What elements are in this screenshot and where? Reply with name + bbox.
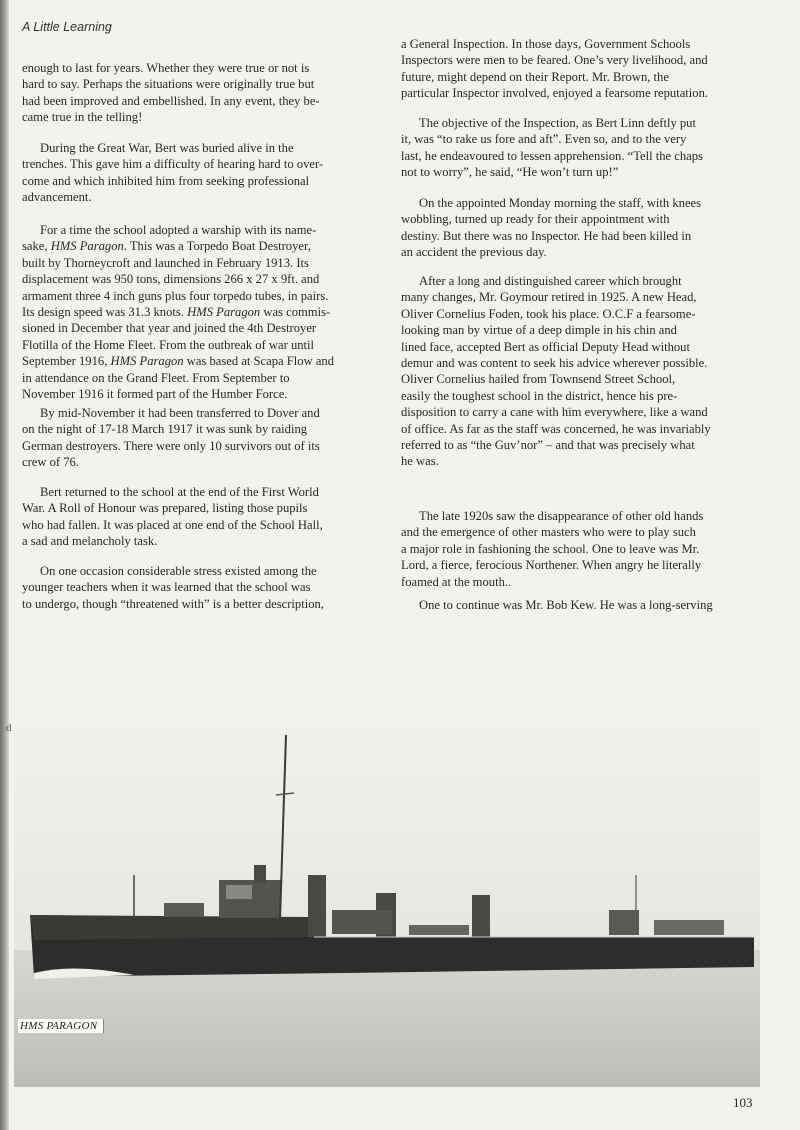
ship-name: HMS Paragon [50, 239, 124, 254]
paragraph [22, 60, 320, 126]
text-line: Lord, a fierce, ferocious Northener. When angry he literally [401, 558, 702, 573]
text-line: of office. As far as the staff was concerned, he was invariably [401, 421, 711, 436]
text-line: One to continue was Mr. Bob Kew. He was a long-serving [419, 598, 713, 612]
text-line: crew of 76. [22, 455, 79, 470]
text-line: enough to last for years. Whether they were true or not is [22, 61, 310, 75]
text-line: future, might depend on their Report. Mr. Brown, the [401, 69, 669, 84]
ship-photograph [14, 725, 760, 1087]
text-line: Inspectors were men to be feared. One’s very livelihood, and [401, 53, 708, 68]
text-line: a major role in fashioning the school. One to leave was Mr. [401, 541, 700, 556]
text-line: an accident the previous day. [401, 245, 547, 260]
text-line: last, he endeavoured to lessen apprehension. “Tell the chaps [401, 148, 703, 163]
photo-caption: HMS PARAGON [18, 1019, 104, 1033]
text-line: it, was “to rake us fore and aft”. Even so, and to the very [401, 132, 687, 147]
paragraph [22, 222, 334, 402]
text-line: Bert returned to the school at the end of the First World [40, 485, 319, 499]
text-line: lined face, accepted Bert as official Deputy Head without [401, 339, 690, 354]
paragraph [22, 563, 324, 612]
hms-paragon-photo [14, 725, 760, 1087]
text-line: younger teachers when it was learned that the school was [22, 580, 311, 595]
text-line: November 1916 it formed part of the Humber Force. [22, 387, 288, 402]
text-line: foamed at the mouth.. [401, 574, 512, 589]
text-line: hard to say. Perhaps the situations were originally true but [22, 77, 315, 92]
paragraph [401, 195, 701, 261]
text-line: During the Great War, Bert was buried alive in the [40, 141, 294, 155]
text-line: After a long and distinguished career which brought [419, 274, 682, 288]
text-line: to undergo, though “threatened with” is a better description, [22, 596, 324, 611]
text-line: many changes, Mr. Goymour retired in 1925. A new Head, [401, 290, 697, 305]
text-line: trenches. This gave him a difficulty of hearing hard to over- [22, 157, 324, 172]
text-line: wobbling, turned up ready for their appointment with [401, 212, 670, 227]
text-line: a General Inspection. In those days, Government Schools [401, 37, 691, 51]
paragraph [401, 36, 708, 102]
text-line: By mid-November it had been transferred to Dover and [40, 406, 320, 420]
text-line: had been improved and embellished. In any event, they be- [22, 93, 320, 108]
text-line: War. A Roll of Honour was prepared, listing those pupils [22, 501, 308, 516]
text-line: demur and was content to seek his advice wherever possible. [401, 356, 708, 371]
text-line: Oliver Cornelius Foden, took his place. O.C.F a fearsome- [401, 306, 696, 321]
text-line: sioned in December that year and joined the 4th Destroyer [22, 321, 317, 336]
running-title: A Little Learning [22, 20, 112, 34]
text-line: destiny. But there was no Inspector. He had been killed in [401, 228, 692, 243]
text-line: and the emergence of other masters who were to play such [401, 525, 696, 540]
text-line: Flotilla of the Home Fleet. From the outbreak of war until [22, 337, 315, 352]
text-line: Oliver Cornelius hailed from Townsend Street School, [401, 372, 676, 387]
text-line: disposition to carry a cane with him everywhere, like a wand [401, 405, 708, 420]
ship-name: HMS Paragon [110, 354, 184, 369]
text-line: in attendance on the Grand Fleet. From September to [22, 370, 290, 385]
text-line: referred to as “the Guv’nor” – and that was precisely what [401, 438, 695, 453]
ship-name: HMS Paragon [187, 305, 261, 320]
paragraph [401, 115, 703, 181]
text-line: September 1916, HMS Paragon was based at Scapa Flow and [22, 354, 334, 369]
margin-mark: d [6, 722, 12, 734]
text-line: particular Inspector involved, enjoyed a fearsome reputation. [401, 86, 709, 101]
text-line: he was. [401, 454, 439, 469]
book-binding-edge [0, 0, 9, 1130]
text-line: looking man by virtue of a deep dimple in his chin and [401, 323, 677, 338]
text-line: come and which inhibited him from seeking professional [22, 173, 310, 188]
paragraph [22, 484, 323, 550]
paragraph [401, 508, 703, 590]
text-line: The late 1920s saw the disappearance of other old hands [419, 509, 704, 523]
paragraph [401, 273, 711, 470]
text-line: not to worry”, he said, “He won’t turn up!” [401, 165, 619, 180]
text-line: Its design speed was 31.3 knots. HMS Paragon was commis- [22, 305, 331, 320]
text-line: The objective of the Inspection, as Bert Linn deftly put [419, 116, 696, 130]
text-line: who had fallen. It was placed at one end of the School Hall, [22, 517, 323, 532]
text-line: easily the toughest school in the district, hence his pre- [401, 388, 678, 403]
text-line: advancement. [22, 190, 92, 205]
text-line: a sad and melancholy task. [22, 534, 158, 549]
paragraph [22, 405, 320, 471]
text-line: came true in the telling! [22, 110, 143, 125]
text-line: displacement was 950 tons, dimensions 266 x 27 x 9ft. and [22, 272, 320, 287]
text-line: On the appointed Monday morning the staff, with knees [419, 196, 702, 210]
page-number: 103 [733, 1095, 753, 1110]
text-line: German destroyers. There were only 10 survivors out of its [22, 438, 320, 453]
paragraph [401, 597, 713, 613]
text-line: sake, HMS Paragon. This was a Torpedo Boat Destroyer, [22, 239, 311, 254]
text-line: built by Thorneycroft and launched in February 1913. Its [22, 255, 309, 270]
text-line: For a time the school adopted a warship with its name- [40, 223, 317, 237]
text-line: On one occasion considerable stress existed among the [40, 564, 317, 578]
text-line: armament three 4 inch guns plus four torpedo tubes, in pairs. [22, 288, 329, 303]
text-line: on the night of 17-18 March 1917 it was sunk by raiding [22, 422, 308, 437]
paragraph [22, 140, 323, 206]
